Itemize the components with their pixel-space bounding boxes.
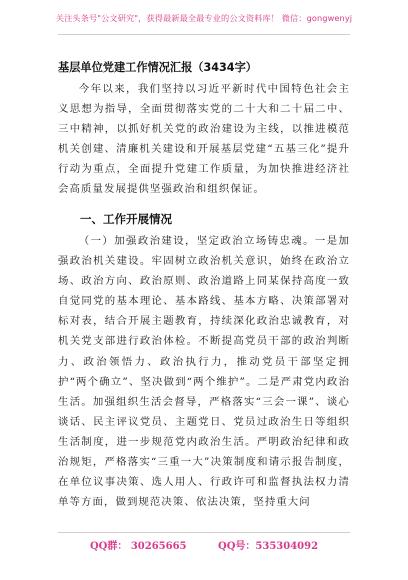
footer-divider [58,532,350,533]
document-title: 基层单位党建工作情况汇报（3434字） [58,61,257,74]
section-heading: 一、工作开展情况 [80,212,172,226]
header-banner: 关注头条号"公文研究"，获得最新最全最专业的公文资料库！ 微信：gongwenyj [55,13,353,23]
footer-qq-group: QQ群： 30265665 [89,541,187,552]
intro-paragraph: 今年以来，我们坚持以习近平新时代中国特色社会主义思想为指导，全面贯彻落实党的二十大和二十届二中、三中精神，以抓好机关党的政治建设为主线，以推进模范机关创建、清廉机关建设和开展基层党建“五基三化”提升行动为重点，全面提升党建工作质量，为加快推进经济社会高质量发展提供坚强政治和组织保证。 [58,83,350,196]
footer [0,537,408,552]
header-divider [58,34,350,35]
section-paragraph: （一）加强政治建设，坚定政治立场铸忠魂。一是加强政治机关建设。牢固树立政治机关意识，始终在政治立场、政治方向、政治原则、政治道路上同某保持高度一致自觉同党的基本理论、基本路线、基本方略、决策部署对标对表，结合开展主题教育，持续深化政治忠诚教育，对机关党支部进行政治体检。不断提高党员干部的政治判断力、政治领悟力、政治执行力，推动党员干部坚定拥护“两个确立”、坚决做到“两个维护”。二是严肃党内政治生活。加强组织生活会督导，严格落实“三会一课”、谈心谈话、民主评议党员、主题党日、党员过政治生日等组织生活制度，进一步规范党内政治生活。严明政治纪律和政治规矩，严格落实“三重一大”决策制度和请示报告制度，在单位议事决策、选人用人、行政许可和监督执法权力清单等方面，做到规范决策、依法决策，坚持重大问 [58,235,350,509]
footer-qq-number: QQ号：535304092 [218,541,319,552]
